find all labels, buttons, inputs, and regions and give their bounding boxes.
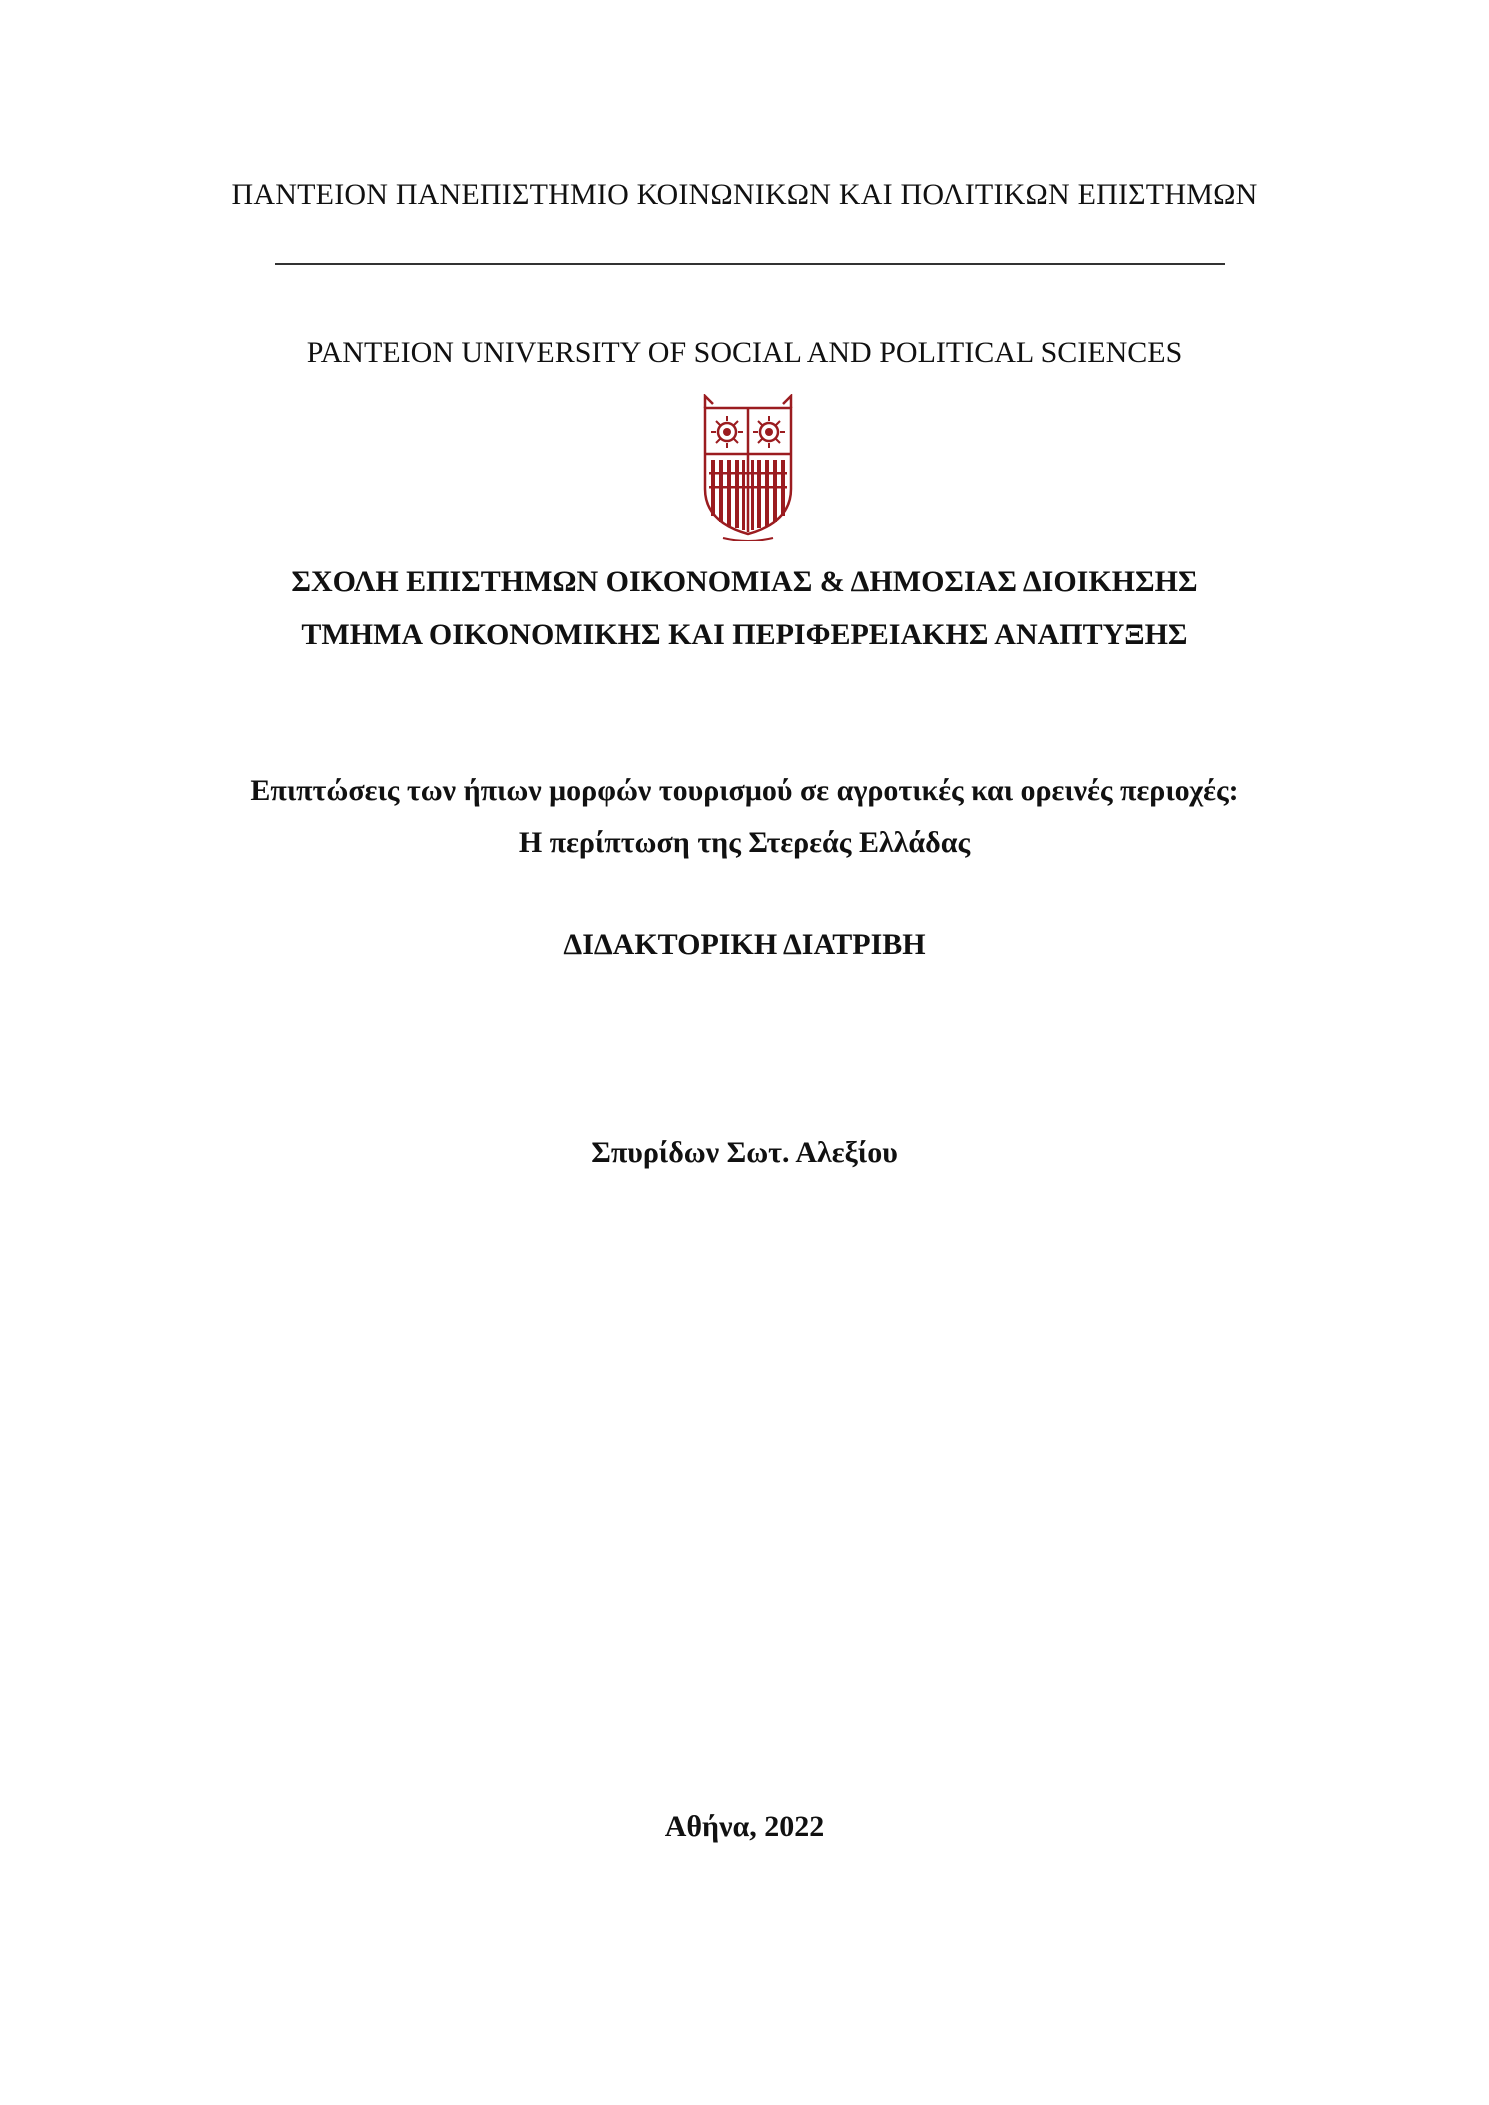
document-type: ΔΙΔΑΚΤΟΡΙΚΗ ΔΙΑΤΡΙΒΗ (563, 928, 926, 961)
university-name-english: PANTEION UNIVERSITY OF SOCIAL AND POLITICAL SCIENCES (306, 336, 1183, 369)
place-and-date: Αθήνα, 2022 (664, 1810, 825, 1843)
divider-line (275, 263, 1225, 265)
university-crest-icon (701, 394, 795, 541)
thesis-title-line-2: Η περίπτωση της Στερεάς Ελλάδας (518, 826, 971, 859)
thesis-title-line-1: Επιπτώσεις των ήπιων μορφών τουρισμού σε αγροτικές και ορεινές περιοχές: (250, 774, 1239, 807)
author-name: Σπυρίδων Σωτ. Αλεξίου (591, 1136, 898, 1169)
school-name: ΣΧΟΛΗ ΕΠΙΣΤΗΜΩΝ ΟΙΚΟΝΟΜΙΑΣ & ΔΗΜΟΣΙΑΣ ΔΙΟΙΚΗΣΗΣ (291, 565, 1198, 598)
university-name-greek: ΠΑΝΤΕΙΟΝ ΠΑΝΕΠΙΣΤΗΜΙΟ ΚΟΙΝΩΝΙΚΩΝ ΚΑΙ ΠΟΛΙΤΙΚΩΝ ΕΠΙΣΤΗΜΩΝ (231, 178, 1258, 211)
department-name: ΤΜΗΜΑ ΟΙΚΟΝΟΜΙΚΗΣ ΚΑΙ ΠΕΡΙΦΕΡΕΙΑΚΗΣ ΑΝΑΠΤΥΞΗΣ (301, 618, 1188, 651)
